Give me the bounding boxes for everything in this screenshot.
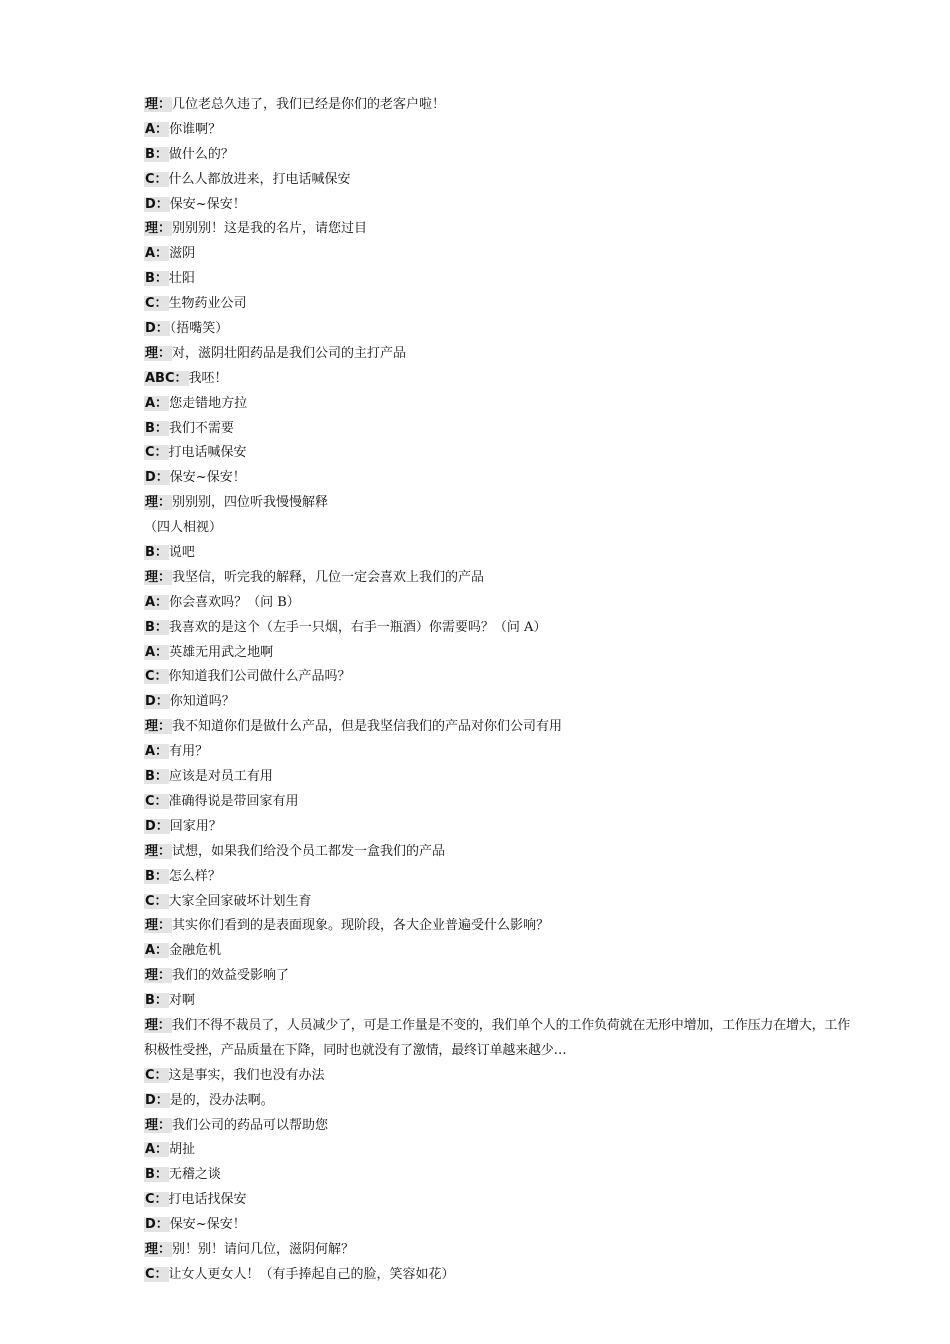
dialogue-line <box>144 143 856 168</box>
speaker-label: A： <box>145 644 169 660</box>
speaker-label: 理： <box>145 843 172 859</box>
dialogue-line <box>144 1138 856 1163</box>
dialogue-line <box>144 1213 856 1238</box>
line-text: 您走错地方拉 <box>169 395 248 411</box>
dialogue-line <box>144 939 856 964</box>
speaker-label: C： <box>145 793 168 809</box>
speaker-label: 理： <box>145 1117 172 1133</box>
line-text: 保安~保安！ <box>169 470 246 486</box>
line-text: 我们的效益受影响了 <box>172 968 290 984</box>
line-text: 我们不需要 <box>168 420 234 436</box>
line-text: 你会喜欢吗？（问 B） <box>169 594 300 610</box>
line-text: 金融危机 <box>169 943 222 959</box>
speaker-label: B： <box>145 146 168 162</box>
line-text: 保安~保安！ <box>169 1217 246 1233</box>
line-text: 壮阳 <box>168 271 195 287</box>
line-text: 让女人更女人！（有手捧起自己的脸，笑容如花） <box>168 1266 455 1282</box>
dialogue-line <box>144 317 856 342</box>
dialogue-line <box>144 1089 856 1114</box>
speaker-label: 理： <box>145 1242 172 1257</box>
dialogue-line <box>144 441 856 466</box>
stage-direction <box>144 516 856 541</box>
speaker-label: C： <box>145 893 168 909</box>
dialogue-line <box>144 765 856 790</box>
dialogue-line <box>144 217 856 242</box>
speaker-label: A： <box>145 594 169 610</box>
dialogue-line <box>144 790 856 815</box>
dialogue-line <box>144 740 856 765</box>
dialogue-line <box>144 1263 856 1288</box>
dialogue-line <box>144 342 856 367</box>
speaker-label: C： <box>145 1067 168 1083</box>
line-text: 准确得说是带回家有用 <box>168 793 299 809</box>
line-text: 别！别！请问几位，滋阴何解？ <box>172 1242 355 1257</box>
line-text: 几位老总久违了，我们已经是你们的老客户啦！ <box>172 97 446 112</box>
dialogue-line <box>144 193 856 218</box>
speaker-label: 理： <box>145 719 172 735</box>
speaker-label: 理： <box>145 569 172 585</box>
line-text: 做什么的？ <box>168 146 234 162</box>
dialogue-line <box>144 1064 856 1089</box>
line-text: 有用？ <box>169 744 209 760</box>
dialogue-line <box>144 890 856 915</box>
line-text: 滋阴 <box>169 246 196 262</box>
dialogue-line <box>144 1188 856 1213</box>
line-text: （捂嘴笑） <box>169 321 229 337</box>
line-text: 你知道我们公司做什么产品吗？ <box>168 669 351 685</box>
speaker-label: B： <box>145 420 168 436</box>
dialogue-line <box>144 665 856 690</box>
line-text: 对，滋阴壮阳药品是我们公司的主打产品 <box>172 345 407 361</box>
speaker-label: B： <box>145 769 168 785</box>
line-text: 怎么样？ <box>168 868 221 884</box>
dialogue-line <box>144 815 856 840</box>
dialogue-line <box>144 1238 856 1263</box>
line-text: 我们公司的药品可以帮助您 <box>172 1117 329 1133</box>
line-text: 英雄无用武之地啊 <box>169 644 274 660</box>
line-text: 我喜欢的是这个（左手一只烟，右手一瓶酒）你需要吗？（问 A） <box>168 619 547 635</box>
line-text: 胡扯 <box>169 1142 196 1158</box>
dialogue-line <box>144 641 856 666</box>
speaker-label: A： <box>145 943 169 959</box>
speaker-label: ABC： <box>145 370 188 386</box>
line-text: 别别别！这是我的名片，请您过目 <box>172 221 368 237</box>
line-text: 我呸！ <box>188 370 228 386</box>
line-text: 说吧 <box>168 545 195 561</box>
speaker-label: A： <box>145 246 169 262</box>
speaker-label: A： <box>145 395 169 411</box>
line-text: 对啊 <box>168 993 195 1009</box>
dialogue-line <box>144 616 856 641</box>
dialogue-line <box>144 267 856 292</box>
speaker-label: B： <box>145 271 168 287</box>
dialogue-line <box>144 1114 856 1139</box>
dialogue-line <box>144 989 856 1014</box>
line-text: 你谁啊？ <box>169 121 222 137</box>
dialogue-line <box>144 865 856 890</box>
line-text: 我们不得不裁员了，人员减少了，可是工作量是不变的，我们单个人的工作负荷就在无形中增加，工作压力在增大，工作积极性受挫，产品质量在下降，同时也就没有了激情，最终订单越来越少… <box>144 1017 851 1058</box>
line-text: 生物药业公司 <box>168 296 247 312</box>
line-text: 这是事实，我们也没有办法 <box>168 1067 325 1083</box>
dialogue-line <box>144 1014 856 1064</box>
speaker-label: B： <box>145 993 168 1009</box>
speaker-label: C： <box>145 1266 168 1282</box>
line-text: 回家用？ <box>169 818 222 834</box>
line-text: 你知道吗？ <box>169 694 235 710</box>
dialogue-line <box>144 491 856 516</box>
dialogue-line <box>144 914 856 939</box>
speaker-label: B： <box>145 619 168 635</box>
speaker-label: C： <box>145 296 168 312</box>
speaker-label: B： <box>145 1167 168 1183</box>
line-text: 什么人都放进来，打电话喊保安 <box>168 171 351 187</box>
speaker-label: D： <box>145 1217 169 1233</box>
dialogue-line <box>144 541 856 566</box>
speaker-label: 理： <box>145 1017 171 1033</box>
speaker-label: 理： <box>145 221 172 237</box>
speaker-label: C： <box>145 669 168 685</box>
dialogue-line <box>144 715 856 740</box>
speaker-label: D： <box>145 1092 169 1108</box>
speaker-label: A： <box>145 744 169 760</box>
line-text: 是的，没办法啊。 <box>169 1092 274 1108</box>
dialogue-line <box>144 964 856 989</box>
line-text: 打电话喊保安 <box>168 445 247 461</box>
dialogue-line <box>144 118 856 143</box>
speaker-label: C： <box>145 1192 168 1208</box>
line-text: 大家全回家破坏计划生育 <box>168 893 312 909</box>
line-text: 别别别，四位听我慢慢解释 <box>172 495 329 511</box>
dialogue-line <box>144 591 856 616</box>
stage-direction-text: （四人相视） <box>144 520 223 536</box>
dialogue-line <box>144 392 856 417</box>
dialogue-line <box>144 466 856 491</box>
dialogue-script <box>144 93 856 1288</box>
dialogue-line <box>144 367 856 392</box>
dialogue-line <box>144 1163 856 1188</box>
dialogue-line <box>144 690 856 715</box>
speaker-label: C： <box>145 445 168 461</box>
speaker-label: D： <box>145 321 169 337</box>
dialogue-line <box>144 168 856 193</box>
dialogue-line <box>144 93 856 118</box>
speaker-label: 理： <box>145 918 172 934</box>
speaker-label: B： <box>145 868 168 884</box>
line-text: 打电话找保安 <box>168 1192 247 1208</box>
dialogue-line <box>144 566 856 591</box>
speaker-label: 理： <box>145 345 172 361</box>
dialogue-line <box>144 292 856 317</box>
speaker-label: 理： <box>145 495 172 511</box>
dialogue-line <box>144 840 856 865</box>
dialogue-line <box>144 242 856 267</box>
line-text: 试想，如果我们给没个员工都发一盒我们的产品 <box>172 843 446 859</box>
speaker-label: 理： <box>145 968 172 984</box>
speaker-label: D： <box>145 694 169 710</box>
line-text: 应该是对员工有用 <box>168 769 273 785</box>
speaker-label: B： <box>145 545 168 561</box>
line-text: 其实你们看到的是表面现象。现阶段，各大企业普遍受什么影响？ <box>172 918 550 934</box>
speaker-label: A： <box>145 1142 169 1158</box>
line-text: 我坚信，听完我的解释，几位一定会喜欢上我们的产品 <box>172 569 485 585</box>
speaker-label: D： <box>145 196 169 212</box>
speaker-label: 理： <box>145 97 172 112</box>
speaker-label: D： <box>145 818 169 834</box>
line-text: 我不知道你们是做什么产品，但是我坚信我们的产品对你们公司有用 <box>172 719 563 735</box>
speaker-label: D： <box>145 470 169 486</box>
line-text: 保安~保安！ <box>169 196 246 212</box>
dialogue-line <box>144 417 856 442</box>
speaker-label: C： <box>145 171 168 187</box>
line-text: 无稽之谈 <box>168 1167 221 1183</box>
speaker-label: A： <box>145 121 169 137</box>
